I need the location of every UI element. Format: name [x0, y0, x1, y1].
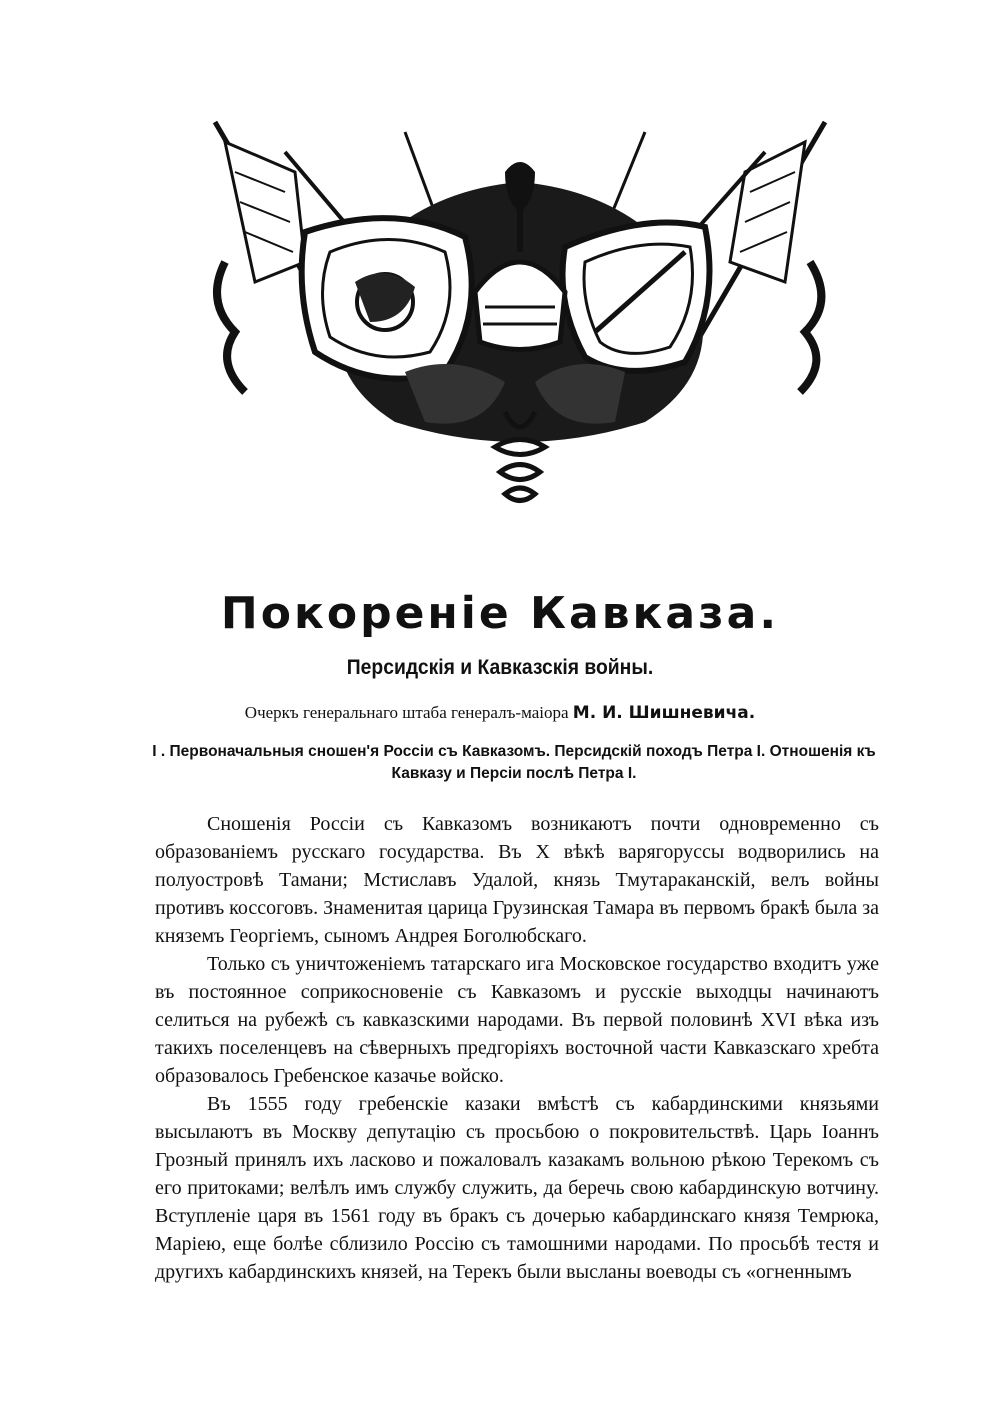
paragraph: Сношенія Россіи съ Кавказомъ возникаютъ почти одновременно съ образованіемъ русскаго государства. Въ X вѣкѣ варягоруссы водворились на полуостровѣ Тамани; Мстиславъ Удалой, князь Тмутараканскій, велъ войны противъ коссоговъ. Знаменитая царица Грузинская Тамара въ первомъ бракѣ была за княземъ Георгіемъ, сыномъ Андрея Боголюбскаго.	[155, 813, 879, 947]
byline-prefix: Очеркъ генеральнаго штаба генералъ-маіора	[244, 703, 569, 722]
byline-author: М. И. Шишневича.	[572, 703, 756, 723]
trophy-of-arms-vignette-icon	[205, 112, 835, 517]
page-subtitle: Персидскія и Кавказскія войны.	[346, 656, 654, 679]
body-text	[155, 810, 879, 1286]
paragraph: Въ 1555 году гребенскіе казаки вмѣстѣ съ кабардинскими князьями высылаютъ въ Москву депутацію съ просьбою о покровительствѣ. Царь Іоаннъ Грозный принялъ ихъ ласково и пожаловалъ казакамъ вольною рѣкою Терекомъ съ его притоками; велѣлъ имъ службу служить, да беречь свою кабардинскую вотчину. Вступленіе царя въ 1561 году въ бракъ съ дочерью кабардинскаго князя Темрюка, Маріею, еще болѣе сблизило Россію съ тамошними народами. По просьбѣ тестя и другихъ кабардинскихъ князей, на Терекъ были высланы воеводы съ «огненнымъ	[155, 1093, 879, 1283]
chapter-heading: І . Первоначальныя сношен'я Россіи съ Кавказомъ. Персидскій походъ Петра І. Отношенія къ Кавказу и Персіи послѣ Петра І.	[152, 743, 876, 782]
page-title: Покореніе Кавказа.	[220, 588, 780, 639]
byline	[0, 703, 1000, 723]
paragraph: Только съ уничтоженіемъ татарскаго ига Московское государство входитъ уже въ постоянное соприкосновеніе съ Кавказомъ и русскіе выходцы начинаютъ селиться на рубежѣ съ кавказскими народами. Въ первой половинѣ XVI вѣка изъ такихъ поселенцевъ на сѣверныхъ предгоріяхъ восточной части Кавказскаго хребта образовалось Гребенское казачье войско.	[155, 953, 879, 1087]
